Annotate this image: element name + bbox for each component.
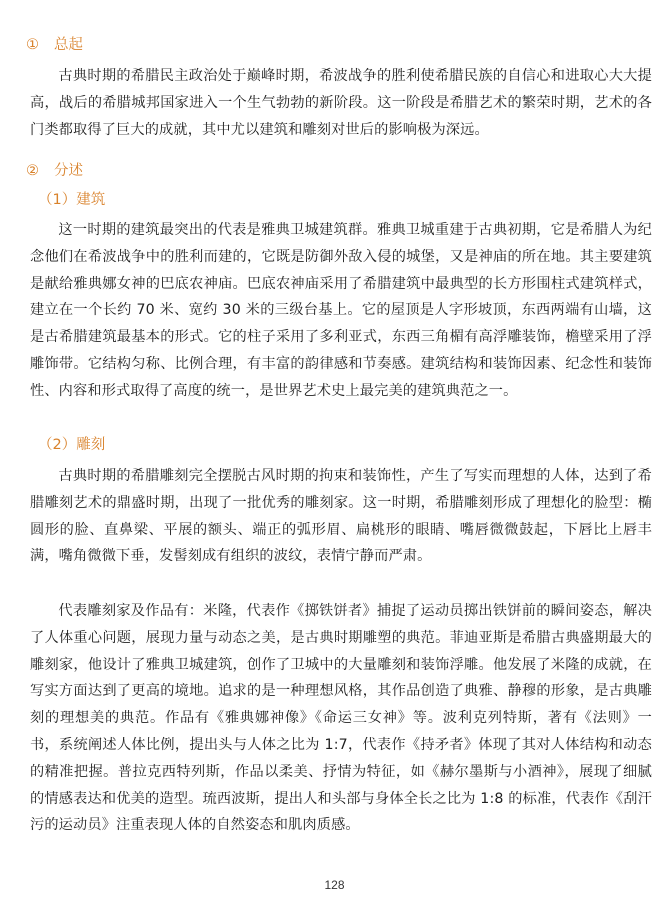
subsection-heading-sculpture: （2）雕刻 [38, 437, 106, 453]
page-number: 128 [324, 878, 345, 892]
architecture-paragraph: 这一时期的建筑最突出的代表是雅典卫城建筑群。雅典卫城重建于古典初期，它是希腊人为纪念他们在希波战争中的胜利而建的，它既是防御外敌入侵的城堡，又是神庙的所在地。其主要建筑是献给雅典娜女神的巴底农神庙。巴底农神庙采用了希腊建筑中最典型的长方形围柱式建筑样式，建立在一个长约 70 米、宽约 30 米的三级台基上。它的屋顶是人字形坡顶，东西两端有山墙，这是古希腊建筑最基本的形式。它的柱子采用了多利亚式，东西三角楣有高浮雕装饰，檐壁采用了浮雕饰带。它结构匀称、比例合理，有丰富的韵律感和节奏感。建筑结构和装饰因素、纪念性和装饰性、内容和形式取得了高度的统一，是世界艺术史上最完美的建筑典范之一。 [30, 222, 652, 399]
section-title: 总起 [54, 37, 83, 53]
overview-paragraph: 古典时期的希腊民主政治处于巅峰时期，希波战争的胜利使希腊民族的自信心和进取心大大提高，战后的希腊城邦国家进入一个生气勃勃的新阶段。这一阶段是希腊艺术的繁荣时期，艺术的各门类都取得了巨大的成就，其中尤以建筑和雕刻对世后的影响极为深远。 [30, 68, 652, 138]
sculpture-paragraph-1: 古典时期的希腊雕刻完全摆脱古风时期的拘束和装饰性，产生了写实而理想的人体，达到了希腊雕刻艺术的鼎盛时期，出现了一批优秀的雕刻家。这一时期，希腊雕刻形成了理想化的脸型：椭圆形的脸、直鼻梁、平展的额头、端正的弧形眉、扁桃形的眼睛、嘴唇微微鼓起，下唇比上唇丰满，嘴角微微下垂，发髻刻成有组织的波纹，表情宁静而严肃。 [30, 468, 652, 565]
section-number: ① [26, 37, 39, 53]
section-title: 分述 [54, 163, 83, 179]
section-heading-details [26, 161, 83, 181]
section-heading-overview [26, 35, 83, 55]
section-number: ② [26, 163, 39, 179]
subsection-heading-architecture: （1）建筑 [38, 192, 106, 208]
sculpture-paragraph-2: 代表雕刻家及作品有：米隆，代表作《掷铁饼者》捕捉了运动员掷出铁饼前的瞬间姿态，解决了人体重心问题，展现力量与动态之美，是古典时期雕塑的典范。菲迪亚斯是希腊古典盛期最大的雕刻家，他设计了雅典卫城建筑，创作了卫城中的大量雕刻和装饰浮雕。他发展了米隆的成就，在写实方面达到了更高的境地。追求的是一种理想风格，其作品创造了典雅、静穆的形象，是古典雕刻的理想美的典范。作品有《雅典娜神像》《命运三女神》等。波利克列特斯，著有《法则》一书，系统阐述人体比例，提出头与人体之比为 1:7，代表作《持矛者》体现了其对人体结构和动态的精准把握。普拉克西特列斯，作品以柔美、抒情为特征，如《赫尔墨斯与小酒神》，展现了细腻的情感表达和优美的造型。琉西波斯，提出人和头部与身体全长之比为 1:8 的标准，代表作《刮汗污的运动员》注重表现人体的自然姿态和肌肉质感。 [30, 603, 652, 834]
